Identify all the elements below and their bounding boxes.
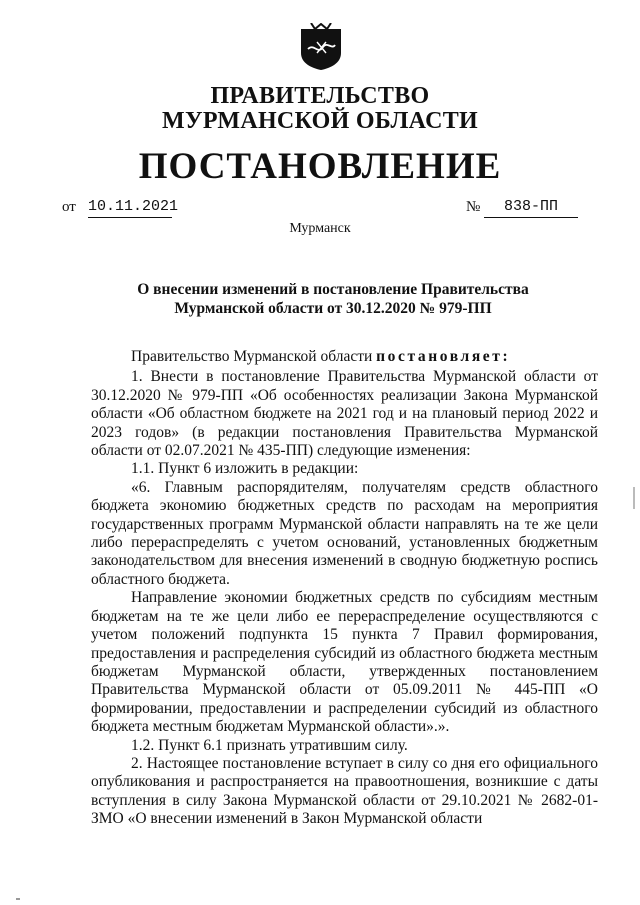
document-number: 838-ПП <box>484 197 578 218</box>
intro-verb: постановляет: <box>376 348 511 365</box>
subject-line1: О внесении изменений в постановление Правительства <box>137 281 529 298</box>
paragraph-2: 2. Настоящее постановление вступает в силу со дня его официального опубликования и распространяется на правоотношения, возникшие с даты вступления в силу Закона Мурманской области от 29.10.2021 № 2682-01-ЗМО «О внесении изменений в Закон Мурманской области <box>91 754 598 828</box>
paragraph-1-1: 1.1. Пункт 6 изложить в редакции: <box>131 460 359 478</box>
intro-paragraph <box>91 348 598 366</box>
organization-name-line2: МУРМАНСКОЙ ОБЛАСТИ <box>162 108 478 134</box>
paragraph-1-2: 1.2. Пункт 6.1 признать утратившим силу. <box>131 736 408 754</box>
scan-artifact <box>633 487 635 509</box>
date-prefix: от <box>62 199 76 215</box>
coat-of-arms-icon <box>299 23 343 71</box>
document-type: ПОСТАНОВЛЕНИЕ <box>138 146 502 187</box>
number-prefix: № <box>466 199 481 215</box>
intro-text: Правительство Мурманской области <box>131 348 377 365</box>
paragraph-point-6: «6. Главным распорядителям, получателям средств областного бюджета экономию бюджетных средств по расходам на мероприятия государственных программ Мурманской области направлять на те же цели либо перераспределять с учетом оснований, установленных бюджетным законодательством для внесения изменений в сводную бюджетную роспись областного бюджета. <box>91 478 598 588</box>
city: Мурманск <box>289 221 351 236</box>
document-subject <box>90 280 576 318</box>
paragraph-subsidies: Направление экономии бюджетных средств по субсидиям местным бюджетам на те же цели либо ее перераспределение осуществляются с учетом положений подпункта 15 пункта 7 Правил формирования, предоставления и распределения субсидий из областного бюджета местным бюджетам Мурманской области, утвержденных постановлением Правительства Мурманской области от 05.09.2011 № 445-ПП «О формировании, предоставлении и распределении субсидий из областного бюджета местным бюджетам Мурманской области».». <box>91 589 598 736</box>
document-body <box>91 348 598 829</box>
scan-artifact <box>16 898 20 900</box>
document-date: 10.11.2021 <box>88 197 172 218</box>
subject-line2: Мурманской области от 30.12.2020 № 979-ПП <box>174 300 492 317</box>
paragraph-1: 1. Внести в постановление Правительства Мурманской области от 30.12.2020 № 979-ПП «Об особенностях реализации Закона Мурманской области «Об областном бюджете на 2021 год и на плановый период 2022 и 2023 годов» (в редакции постановления Правительства Мурманской области от 02.07.2021 № 435-ПП) следующие изменения: <box>91 368 598 460</box>
organization-name-line1: ПРАВИТЕЛЬСТВО <box>210 83 430 109</box>
